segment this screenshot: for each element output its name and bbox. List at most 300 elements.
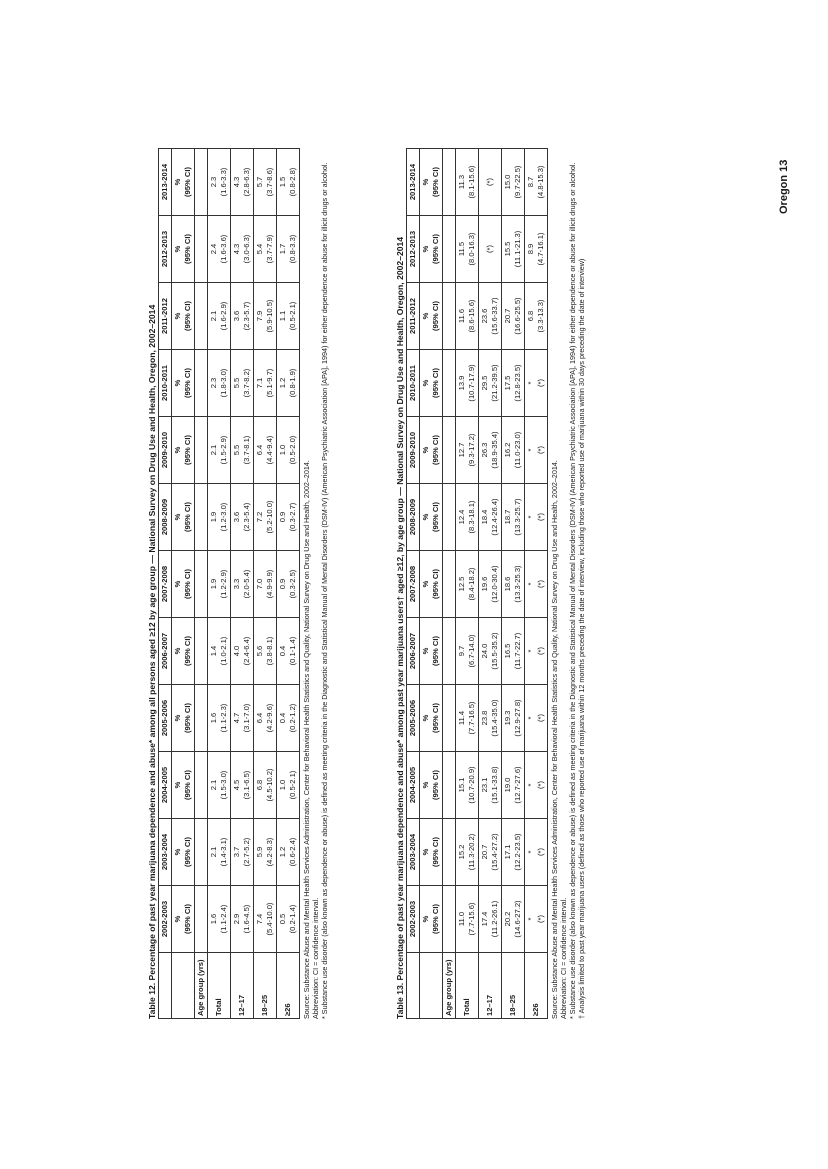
footnote: Abbreviation: CI = confidence interval.	[559, 897, 568, 1019]
year-header: 2006-2007	[407, 618, 420, 685]
cell-value: 5.9	[255, 846, 264, 858]
ci-label: (95% CI)	[431, 368, 440, 398]
cell-value: 6.4	[255, 712, 264, 724]
ci-label: (95% CI)	[183, 636, 192, 666]
cell-ci: (*)	[536, 915, 545, 924]
cell-ci: (1.6-2.9)	[219, 301, 228, 331]
cell-ci: (3.7-7.9)	[265, 234, 274, 264]
cell-ci: (0.8-1.9)	[288, 368, 297, 398]
cell-ci: (*)	[536, 714, 545, 723]
data-cell	[502, 417, 525, 484]
empty-cell	[195, 283, 208, 350]
ci-label: (95% CI)	[183, 368, 192, 398]
data-cell	[254, 149, 277, 216]
cell-ci: (8.0-16.3)	[467, 232, 476, 266]
data-cell	[479, 216, 502, 283]
group-row	[195, 149, 208, 1019]
cell-value: *	[526, 649, 535, 653]
stat-label: %	[421, 580, 430, 588]
stat-label: %	[421, 647, 430, 655]
stat-header	[172, 752, 195, 819]
cell-value: 20.7	[480, 844, 489, 860]
empty-cell	[443, 216, 456, 283]
data-cell	[254, 618, 277, 685]
cell-ci: (0.2-1.2)	[288, 703, 297, 733]
cell-ci: (8.3-18.1)	[467, 500, 476, 534]
cell-value: 11.5	[457, 241, 466, 257]
cell-value: 17.5	[503, 375, 512, 391]
cell-ci: (3.0-6.3)	[242, 234, 251, 264]
cell-ci: (5.1-9.7)	[265, 368, 274, 398]
cell-value: 18.4	[480, 509, 489, 525]
cell-value: 19.3	[503, 710, 512, 726]
data-cell	[277, 216, 300, 283]
data-cell	[502, 149, 525, 216]
cell-ci: (9.7-22.5)	[513, 165, 522, 199]
empty-cell	[443, 752, 456, 819]
cell-ci: (8.4-18.2)	[467, 567, 476, 601]
data-cell	[479, 819, 502, 886]
cell-value: 11.4	[457, 710, 466, 726]
data-cell	[502, 551, 525, 618]
data-cell	[254, 886, 277, 953]
row-label: 18–25	[254, 953, 277, 1019]
group-row	[443, 149, 456, 1019]
cell-ci: (10.7-17.9)	[467, 364, 476, 402]
stat-header	[420, 685, 443, 752]
stat-header	[172, 886, 195, 953]
data-cell	[254, 551, 277, 618]
ci-label: (95% CI)	[431, 234, 440, 264]
cell-value: 11.0	[457, 911, 466, 927]
year-header: 2006-2007	[159, 618, 172, 685]
table-row	[254, 149, 277, 1019]
cell-value: 2.1	[209, 444, 218, 456]
data-cell	[254, 484, 277, 551]
cell-ci: (12.8-23.5)	[513, 364, 522, 402]
cell-ci: (1.8-3.0)	[219, 368, 228, 398]
cell-value: 0.9	[278, 578, 287, 590]
table-12-year-header	[159, 149, 172, 1019]
data-cell	[525, 886, 548, 953]
empty-cell	[195, 819, 208, 886]
data-cell	[479, 685, 502, 752]
table-13	[406, 148, 548, 1019]
cell-ci: (0.8-2.8)	[288, 167, 297, 197]
data-cell	[254, 216, 277, 283]
year-header: 2004-2005	[159, 752, 172, 819]
table-row	[479, 149, 502, 1019]
data-cell	[208, 216, 231, 283]
stat-label: %	[421, 781, 430, 789]
year-header: 2008-2009	[159, 484, 172, 551]
stat-label: %	[421, 513, 430, 521]
cell-value: *	[526, 582, 535, 586]
stat-label: %	[173, 379, 182, 387]
cell-value: *	[526, 850, 535, 854]
data-cell	[231, 283, 254, 350]
cell-value: 3.6	[232, 511, 241, 523]
data-cell	[479, 149, 502, 216]
cell-value: 11.3	[457, 174, 466, 190]
ci-label: (95% CI)	[183, 502, 192, 532]
cell-ci: (11.1-21.3)	[513, 230, 522, 268]
data-cell	[479, 886, 502, 953]
table-12	[158, 148, 300, 1019]
table-row	[277, 149, 300, 1019]
empty-cell	[195, 551, 208, 618]
data-cell	[208, 417, 231, 484]
data-cell	[456, 685, 479, 752]
empty-cell	[443, 283, 456, 350]
cell-ci: (3.7-8.6)	[265, 167, 274, 197]
row-label: Total	[208, 953, 231, 1019]
year-header: 2010-2011	[159, 350, 172, 417]
data-cell	[456, 417, 479, 484]
data-cell	[277, 752, 300, 819]
data-cell	[208, 283, 231, 350]
cell-value: 20.7	[503, 308, 512, 324]
cell-value: 2.9	[232, 913, 241, 925]
cell-ci: (1.2-3.0)	[219, 502, 228, 532]
stat-header	[172, 149, 195, 216]
ci-label: (95% CI)	[183, 837, 192, 867]
stat-header	[172, 618, 195, 685]
cell-value: 5.7	[255, 176, 264, 188]
row-label: ≥26	[525, 953, 548, 1019]
stat-header	[172, 484, 195, 551]
table-12-stat-header	[172, 149, 195, 1019]
cell-ci: (1.6-3.3)	[219, 167, 228, 197]
data-cell	[525, 618, 548, 685]
cell-value: 12.5	[457, 576, 466, 592]
table-12-body	[195, 149, 300, 1019]
table-row	[231, 149, 254, 1019]
cell-value: 0.9	[278, 511, 287, 523]
ci-label: (95% CI)	[183, 904, 192, 934]
stat-label: %	[421, 915, 430, 923]
cell-ci: (13.3-25.3)	[513, 565, 522, 603]
cell-value: 8.9	[526, 243, 535, 255]
data-cell	[277, 350, 300, 417]
data-cell	[277, 484, 300, 551]
data-cell	[479, 283, 502, 350]
data-cell	[231, 618, 254, 685]
ci-label: (95% CI)	[431, 569, 440, 599]
empty-cell	[443, 551, 456, 618]
cell-ci: (*)	[536, 580, 545, 589]
data-cell	[231, 685, 254, 752]
ci-label: (95% CI)	[183, 703, 192, 733]
table-12-notes	[302, 149, 329, 1019]
group-label: Age group (yrs)	[443, 953, 456, 1019]
data-cell	[277, 819, 300, 886]
cell-value: 16.2	[503, 442, 512, 458]
cell-ci: (1.6-3.6)	[219, 234, 228, 264]
cell-value: 3.3	[232, 578, 241, 590]
stat-header	[172, 417, 195, 484]
table-13-notes	[550, 149, 586, 1019]
cell-ci: (2.8-6.3)	[242, 167, 251, 197]
cell-ci: (4.7-16.1)	[536, 232, 545, 266]
table-13-caption: Table 13. Percentage of past year marijuana dependence and abuse* among past year marijuana users† aged ≥12, by age group — National Survey on Drug Use and Health, Oregon, 2002–2014	[395, 236, 405, 1019]
data-cell	[456, 149, 479, 216]
stat-header	[420, 752, 443, 819]
stat-header	[172, 685, 195, 752]
empty-cell	[195, 216, 208, 283]
empty-cell	[443, 417, 456, 484]
data-cell	[502, 819, 525, 886]
stat-label: %	[173, 781, 182, 789]
data-cell	[208, 752, 231, 819]
stat-label: %	[421, 714, 430, 722]
cell-ci: (11.0-23.0)	[513, 431, 522, 469]
table-row	[525, 149, 548, 1019]
stat-header	[420, 350, 443, 417]
cell-ci: (12.2-23.5)	[513, 833, 522, 871]
stat-header	[420, 216, 443, 283]
empty-cell	[443, 484, 456, 551]
table-row	[456, 149, 479, 1019]
cell-value: 0.4	[278, 645, 287, 657]
cell-value: 16.5	[503, 643, 512, 659]
footnote: Source: Substance Abuse and Mental Health Services Administration, Center for Behavioral Health Statistics and Quality, National Survey on Drug Use and Health, 2002–2014.	[302, 460, 311, 1019]
data-cell	[208, 149, 231, 216]
cell-ci: (1.4-3.1)	[219, 837, 228, 867]
cell-value: 0.4	[278, 712, 287, 724]
cell-value: 1.7	[278, 243, 287, 255]
table-12-section	[147, 149, 329, 1019]
cell-ci: (7.7-16.5)	[467, 701, 476, 735]
data-cell	[456, 618, 479, 685]
stat-label: %	[173, 245, 182, 253]
cell-ci: (0.5-2.1)	[288, 770, 297, 800]
cell-ci: (12.7-27.6)	[513, 766, 522, 804]
cell-value: 17.4	[480, 911, 489, 927]
cell-ci: (10.7-20.9)	[467, 766, 476, 804]
cell-value: 1.2	[278, 846, 287, 858]
empty-cell	[195, 752, 208, 819]
table-13-year-header	[407, 149, 420, 1019]
year-header: 2007-2008	[407, 551, 420, 618]
cell-ci: (*)	[536, 848, 545, 857]
cell-ci: (1.2-2.9)	[219, 569, 228, 599]
ci-label: (95% CI)	[431, 502, 440, 532]
cell-value: 23.8	[480, 710, 489, 726]
data-cell	[479, 618, 502, 685]
footnote: † Analysis limited to past year marijuana users (defined as those who reported use of marijuana within 12 months preceding the date of interview, including those who reported use of marijuana within 30 days preceding the date of interview)	[577, 258, 586, 1019]
data-cell	[479, 551, 502, 618]
stat-header	[172, 350, 195, 417]
stat-header	[420, 149, 443, 216]
cell-value: 23.1	[480, 777, 489, 793]
cell-ci: (15.4-35.0)	[490, 699, 499, 737]
data-cell	[502, 752, 525, 819]
cell-ci: (0.3-2.7)	[288, 502, 297, 532]
ci-label: (95% CI)	[431, 703, 440, 733]
row-label: ≥26	[277, 953, 300, 1019]
year-header: 2003-2004	[159, 819, 172, 886]
cell-value: (*)	[485, 178, 494, 187]
cell-value: 4.3	[232, 176, 241, 188]
ci-label: (95% CI)	[431, 837, 440, 867]
data-cell	[231, 484, 254, 551]
data-cell	[208, 886, 231, 953]
cell-ci: (18.9-35.4)	[490, 431, 499, 469]
data-cell	[231, 350, 254, 417]
cell-ci: (0.5-2.1)	[288, 301, 297, 331]
empty-cell	[443, 819, 456, 886]
data-cell	[277, 283, 300, 350]
data-cell	[479, 350, 502, 417]
table-12-caption: Table 12. Percentage of past year marijuana dependence and abuse* among all persons aged ≥12 by age group — National Survey on Drug Use and Health, Oregon, 2002–2014	[147, 304, 157, 1019]
empty-cell	[195, 149, 208, 216]
cell-ci: (4.8-15.3)	[536, 165, 545, 199]
cell-ci: (3.7-8.2)	[242, 368, 251, 398]
cell-ci: (*)	[536, 513, 545, 522]
cell-value: 15.5	[503, 241, 512, 257]
cell-ci: (1.5-3.0)	[219, 770, 228, 800]
stat-label: %	[421, 312, 430, 320]
data-cell	[525, 484, 548, 551]
cell-ci: (1.6-4.5)	[242, 904, 251, 934]
data-cell	[456, 752, 479, 819]
stat-header	[420, 886, 443, 953]
data-cell	[231, 551, 254, 618]
ci-label: (95% CI)	[431, 301, 440, 331]
cell-value: 11.6	[457, 308, 466, 324]
cell-value: 19.6	[480, 576, 489, 592]
page-label: Oregon 13	[778, 159, 790, 214]
cell-ci: (2.0-5.4)	[242, 569, 251, 599]
data-cell	[525, 283, 548, 350]
cell-value: 9.7	[457, 645, 466, 657]
empty-cell	[195, 886, 208, 953]
cell-value: 6.8	[526, 310, 535, 322]
cell-ci: (0.2-1.4)	[288, 904, 297, 934]
data-cell	[502, 216, 525, 283]
year-header: 2012-2013	[407, 216, 420, 283]
cell-value: 1.1	[278, 310, 287, 322]
data-cell	[525, 819, 548, 886]
empty-cell	[443, 149, 456, 216]
cell-ci: (15.1-33.8)	[490, 766, 499, 804]
ci-label: (95% CI)	[431, 636, 440, 666]
cell-ci: (4.2-9.6)	[265, 703, 274, 733]
footnote: * Substance use disorder (also known as dependence or abuse) is defined as meeting criteria in the Diagnostic and Statistical Manual of Mental Disorders (DSM-IV) (American Psychiatric Association [APA], 1994) for either dependence or abuse for illicit drugs or alcohol.	[320, 162, 329, 1019]
cell-value: 18.7	[503, 509, 512, 525]
cell-value: 24.0	[480, 643, 489, 659]
data-cell	[456, 283, 479, 350]
cell-value: 2.1	[209, 779, 218, 791]
data-cell	[254, 350, 277, 417]
cell-value: 1.2	[278, 377, 287, 389]
cell-ci: (11.2-26.1)	[490, 900, 499, 938]
ci-label: (95% CI)	[431, 904, 440, 934]
cell-ci: (4.5-10.2)	[265, 768, 274, 802]
data-cell	[208, 484, 231, 551]
cell-ci: (3.3-13.3)	[536, 299, 545, 333]
stat-label: %	[421, 446, 430, 454]
stat-label: %	[421, 848, 430, 856]
corner-cell	[159, 953, 172, 1019]
table-13-stat-header	[420, 149, 443, 1019]
cell-value: 7.4	[255, 913, 264, 925]
stat-label: %	[173, 580, 182, 588]
cell-value: 5.5	[232, 377, 241, 389]
data-cell	[277, 417, 300, 484]
data-cell	[456, 886, 479, 953]
empty-cell	[195, 618, 208, 685]
cell-value: *	[526, 381, 535, 385]
cell-value: 7.9	[255, 310, 264, 322]
stat-header	[420, 618, 443, 685]
year-header: 2003-2004	[407, 819, 420, 886]
cell-value: *	[526, 515, 535, 519]
corner-cell	[420, 953, 443, 1019]
year-header: 2005-2006	[159, 685, 172, 752]
year-header: 2010-2011	[407, 350, 420, 417]
year-header: 2008-2009	[407, 484, 420, 551]
cell-ci: (6.7-14.0)	[467, 634, 476, 668]
stat-label: %	[421, 178, 430, 186]
cell-value: 1.4	[209, 645, 218, 657]
cell-value: 23.6	[480, 308, 489, 324]
cell-value: 2.1	[209, 846, 218, 858]
cell-ci: (14.6-27.2)	[513, 900, 522, 938]
cell-value: 5.4	[255, 243, 264, 255]
ci-label: (95% CI)	[183, 770, 192, 800]
cell-value: 0.5	[278, 913, 287, 925]
cell-ci: (8.6-15.6)	[467, 299, 476, 333]
cell-value: 13.9	[457, 375, 466, 391]
data-cell	[525, 149, 548, 216]
data-cell	[456, 350, 479, 417]
data-cell	[208, 618, 231, 685]
stat-label: %	[173, 915, 182, 923]
cell-value: *	[526, 783, 535, 787]
data-cell	[254, 283, 277, 350]
data-cell	[456, 819, 479, 886]
empty-cell	[195, 484, 208, 551]
cell-ci: (*)	[536, 647, 545, 656]
data-cell	[502, 886, 525, 953]
table-row	[502, 149, 525, 1019]
data-cell	[254, 685, 277, 752]
table-13-section	[395, 149, 586, 1019]
year-header: 2009-2010	[407, 417, 420, 484]
data-cell	[254, 417, 277, 484]
cell-ci: (1.5-2.9)	[219, 435, 228, 465]
cell-value: 4.0	[232, 645, 241, 657]
cell-value: 4.7	[232, 712, 241, 724]
cell-ci: (15.5-35.2)	[490, 632, 499, 670]
data-cell	[502, 484, 525, 551]
data-cell	[208, 551, 231, 618]
data-cell	[231, 886, 254, 953]
data-cell	[479, 484, 502, 551]
corner-cell	[172, 953, 195, 1019]
year-header: 2009-2010	[159, 417, 172, 484]
cell-ci: (12.9-27.8)	[513, 699, 522, 737]
cell-ci: (2.7-5.2)	[242, 837, 251, 867]
cell-value: 12.7	[457, 442, 466, 458]
stat-label: %	[173, 513, 182, 521]
cell-value: 20.2	[503, 911, 512, 927]
cell-ci: (4.9-9.9)	[265, 569, 274, 599]
cell-value: *	[526, 716, 535, 720]
data-cell	[254, 752, 277, 819]
